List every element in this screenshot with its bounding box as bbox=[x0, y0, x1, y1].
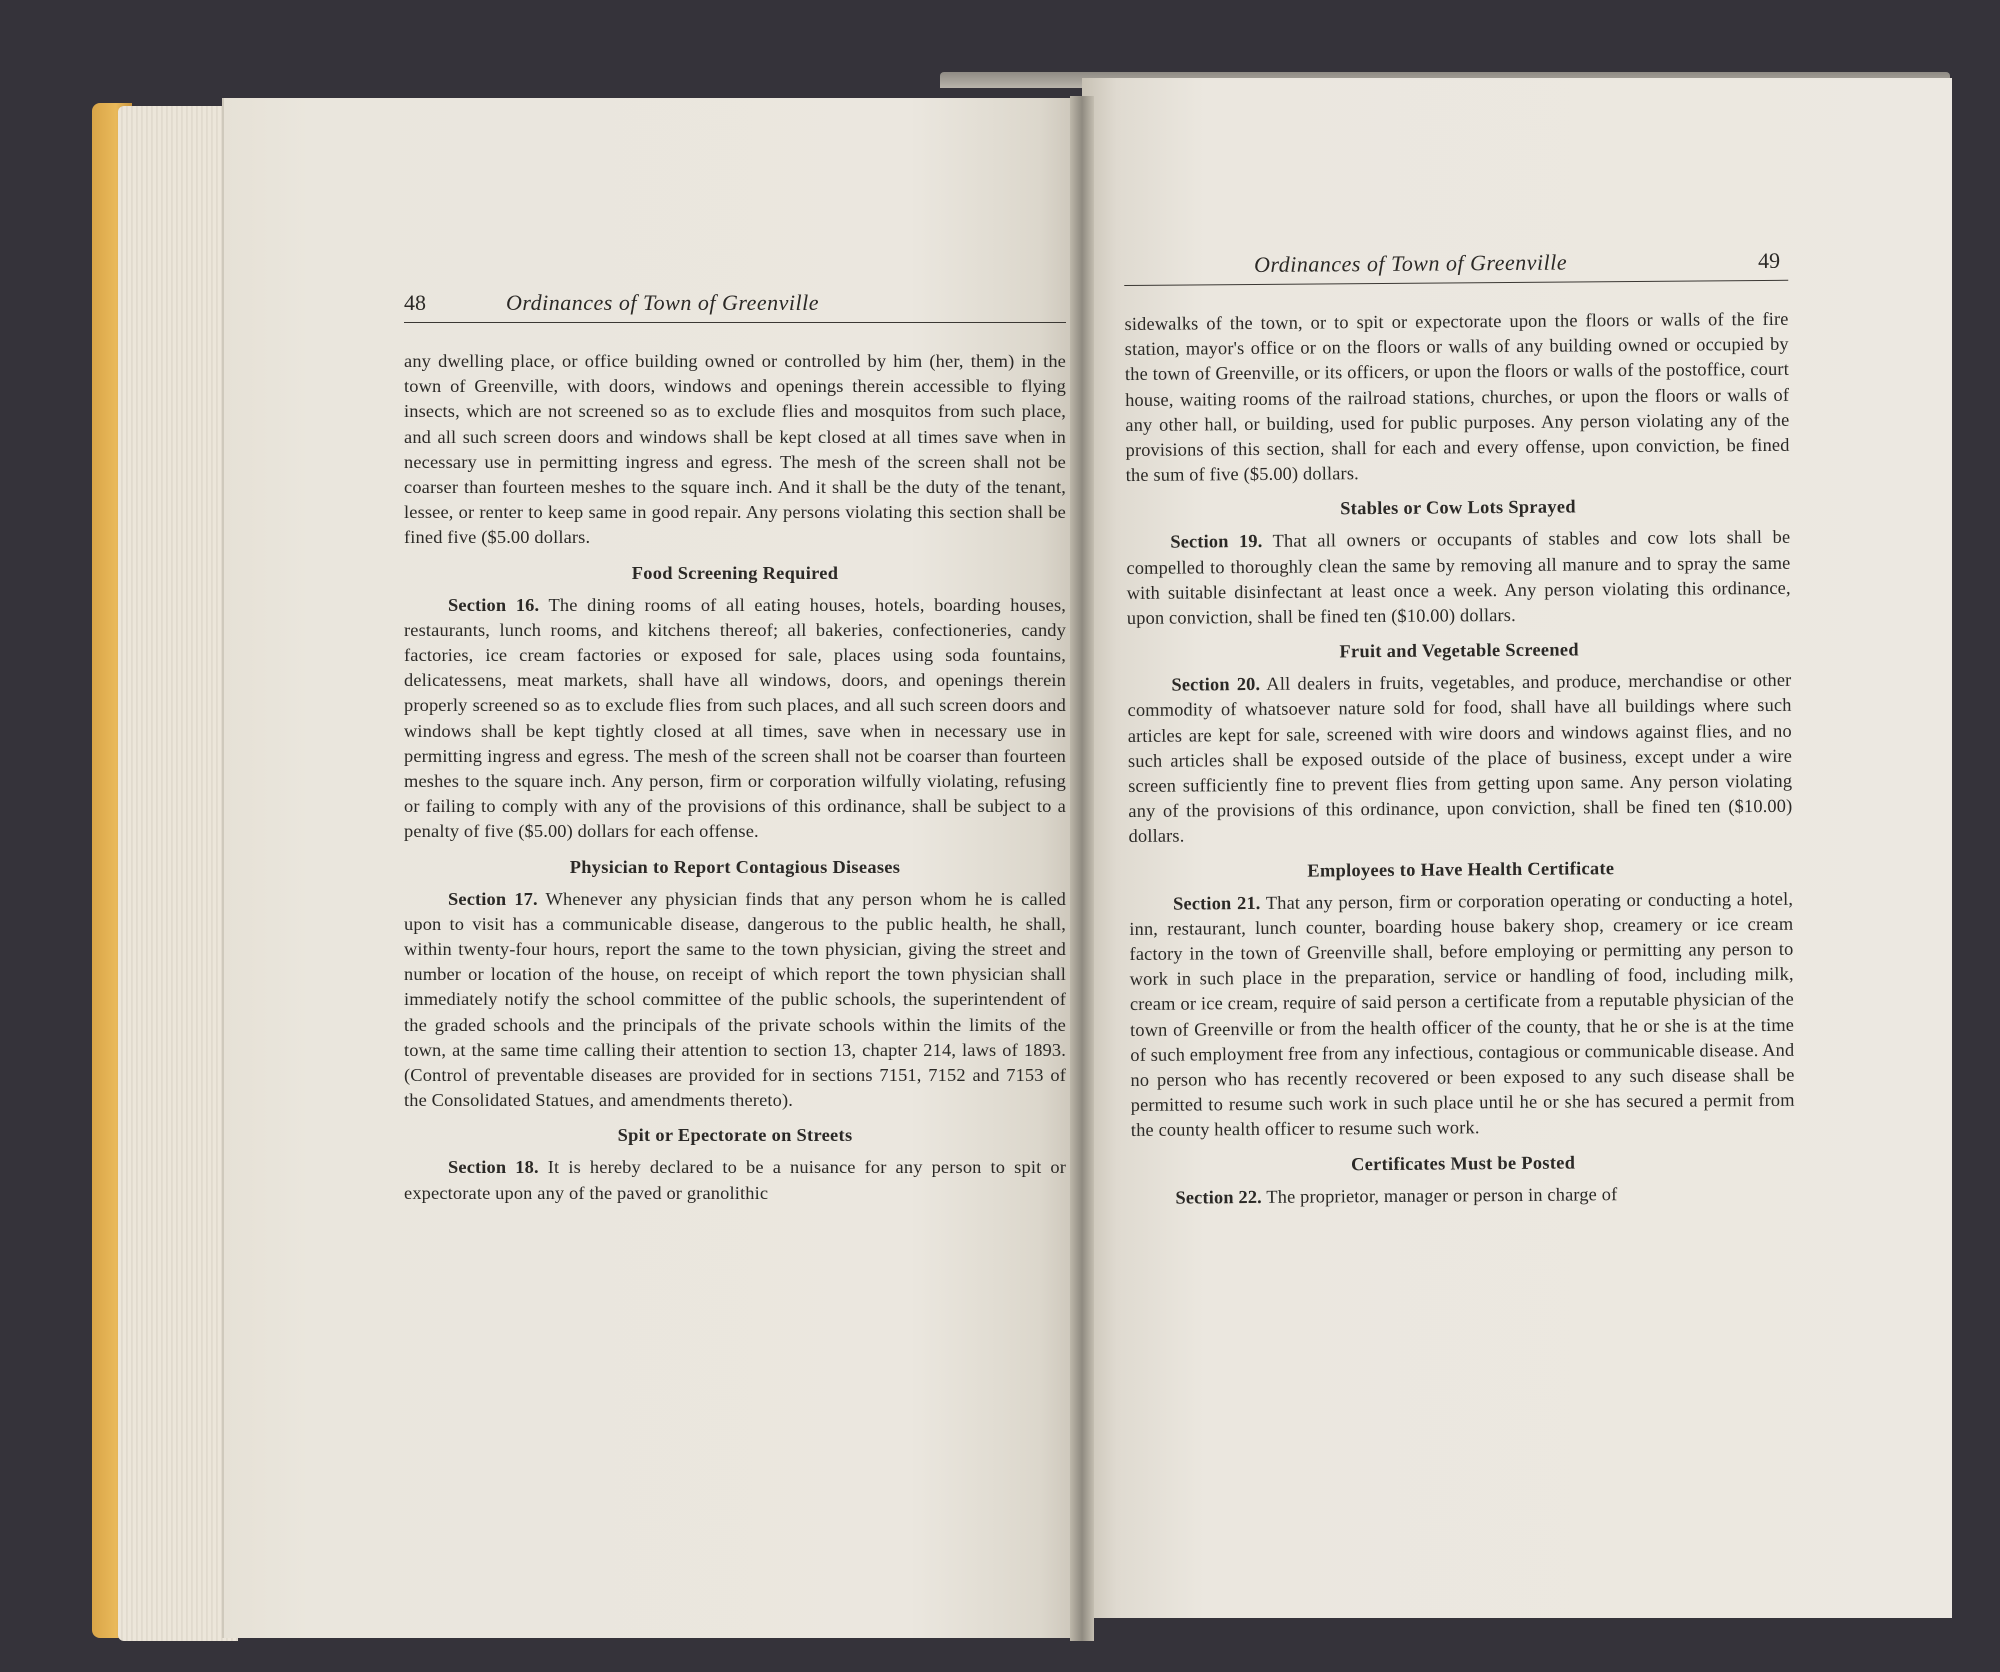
section-text: Whenever any physician finds that any person whom he is called upon to visit has a communicable disease, dangerous to the public health, he shall, within twenty-four hours, report the same to the town physician, giving the street and number or location of the house, on receipt of which report the town physician shall immediately notify the school committee of the public schools, the superintendent of the graded schools and the principals of the private schools within the limits of the town, at the same time calling their attention to section 13, chapter 214, laws of 1893. (Control of preventable diseases are provided for in sections 7151, 7152 and 7153 of the Consolidated Statues, and amendments thereto). bbox=[404, 888, 1066, 1111]
section-label: Section 22. bbox=[1175, 1186, 1262, 1208]
page-number: 48 bbox=[404, 290, 426, 315]
section-text: That any person, firm or corporation operating or conducting a hotel, inn, restaurant, lunch counter, boarding house bakery shop, creamery or ice cream factory in the town of Greenville shall, before employing or permitting any person to work in such place in the preparation, service or handling of food, including milk, cream or ice cream, require of said person a certificate from a reputable physician of the town of Greenville or from the health officer of the county, that he or she is at the time of such employment free from any infectious, contagious or communicable disease. And no person who has recently recovered or been exposed to any such disease shall be permitted to resume such work in such place until he or she has secured a permit from the county health officer to resume such work. bbox=[1129, 888, 1795, 1141]
section-label: Section 20. bbox=[1171, 674, 1261, 695]
section-heading: Physician to Report Contagious Diseases bbox=[569, 856, 901, 877]
right-page-text bbox=[1124, 248, 1796, 1211]
left-page-text bbox=[404, 290, 1066, 1206]
section-paragraph bbox=[1129, 886, 1795, 1143]
left-page bbox=[222, 98, 1082, 1638]
section-text: It is hereby declared to be a nuisance for any person to spit or expectorate upon any of the paved or granolithic bbox=[404, 1157, 1066, 1203]
book-gutter bbox=[1070, 96, 1094, 1641]
page-number: 49 bbox=[1757, 247, 1781, 274]
section-text: That all owners or occupants of stables and cow lots shall be compelled to thoroughly clean the same by removing all manure and to spray the same with suitable disinfectant at least once a week. Any person violating this ordinance, upon conviction, shall be fined ten ($10.00) dollars. bbox=[1126, 527, 1791, 629]
continued-paragraph: any dwelling place, or office building owned or controlled by him (her, them) in the town of Greenville, with doors, windows and openings therein accessible to flying insects, which are not screened so as to exclude flies and mosquitos from such place, and all such screen doors and windows shall be kept closed at all times save when in necessary use in permitting ingress and egress. The mesh of the screen shall not be coarser than fourteen meshes to the square inch. And it shall be the duty of the tenant, lessee, or renter to keep same in good repair. Any persons violating this section shall be fined five ($5.00 dollars. bbox=[404, 351, 1066, 548]
right-running-head bbox=[1124, 248, 1788, 286]
right-page bbox=[1082, 78, 1952, 1618]
section-heading: Employees to Have Health Certificate bbox=[1307, 857, 1615, 881]
section-paragraph bbox=[1127, 668, 1792, 850]
section-label: Section 19. bbox=[1170, 531, 1263, 553]
section-heading: Spit or Epectorate on Streets bbox=[617, 1125, 853, 1146]
section-label: Section 17. bbox=[448, 888, 538, 909]
section-text: The proprietor, manager or person in charge of bbox=[1266, 1183, 1618, 1207]
section-paragraph bbox=[404, 1155, 1066, 1205]
section-label: Section 18. bbox=[448, 1157, 539, 1178]
section-paragraph bbox=[1126, 525, 1791, 631]
section-label: Section 21. bbox=[1173, 892, 1261, 914]
running-title: Ordinances of Town of Greenville bbox=[506, 290, 819, 315]
section-heading: Fruit and Vegetable Screened bbox=[1339, 639, 1579, 662]
section-heading: Stables or Cow Lots Sprayed bbox=[1340, 496, 1576, 519]
section-heading: Certificates Must be Posted bbox=[1351, 1152, 1576, 1174]
continued-paragraph: sidewalks of the town, or to spit or expectorate upon the floors or walls of the fire station, mayor's office or on the floors or walls of any building owned or occupied by the town of Greenville, or its officers, or upon the floors or walls of the postoffice, court house, waiting rooms of the railroad stations, churches, or upon the floors or walls of any other hall, or building, used for public purposes. Any person violating any of the provisions of this section, shall for each and every offense, upon conviction, be fined the sum of five ($5.00) dollars. bbox=[1124, 308, 1790, 486]
section-text: The dining rooms of all eating houses, hotels, boarding houses, restaurants, lunch rooms, and kitchens thereof; all bakeries, confectioneries, candy factories, ice cream factories or exposed for sale, places using soda fountains, delicatessens, meat markets, shall have all windows, doors, and openings therein properly screened so as to exclude flies from such places, and all such screen doors and windows shall be kept tightly closed at all times, save when in necessary use in permitting ingress and egress. The mesh of the screen shall not be coarser than fourteen meshes to the square inch. Any person, firm or corporation wilfully violating, refusing or failing to comply with any of the provisions of this ordinance, shall be subject to a penalty of five ($5.00) dollars for each offense. bbox=[404, 594, 1067, 842]
section-label: Section 16. bbox=[448, 594, 540, 615]
running-title: Ordinances of Town of Greenville bbox=[1253, 249, 1568, 277]
section-paragraph bbox=[404, 887, 1066, 1114]
section-heading: Food Screening Required bbox=[631, 562, 839, 583]
page-stack-edge bbox=[118, 106, 238, 1641]
section-text: All dealers in fruits, vegetables, and produce, merchandise or other commodity of whatsoever nature sold for food, shall have all buildings where such articles are kept for sale, screened with wire doors and windows against flies, and no such articles shall be exposed outside of the place of business, except under a wire screen sufficiently fine to prevent flies from getting upon same. Any person violating any of the provisions of this ordinance, upon conviction, shall be fined ten ($10.00) dollars. bbox=[1127, 670, 1793, 847]
section-paragraph bbox=[404, 593, 1066, 845]
left-running-head bbox=[404, 290, 1066, 323]
section-paragraph bbox=[1131, 1180, 1795, 1210]
